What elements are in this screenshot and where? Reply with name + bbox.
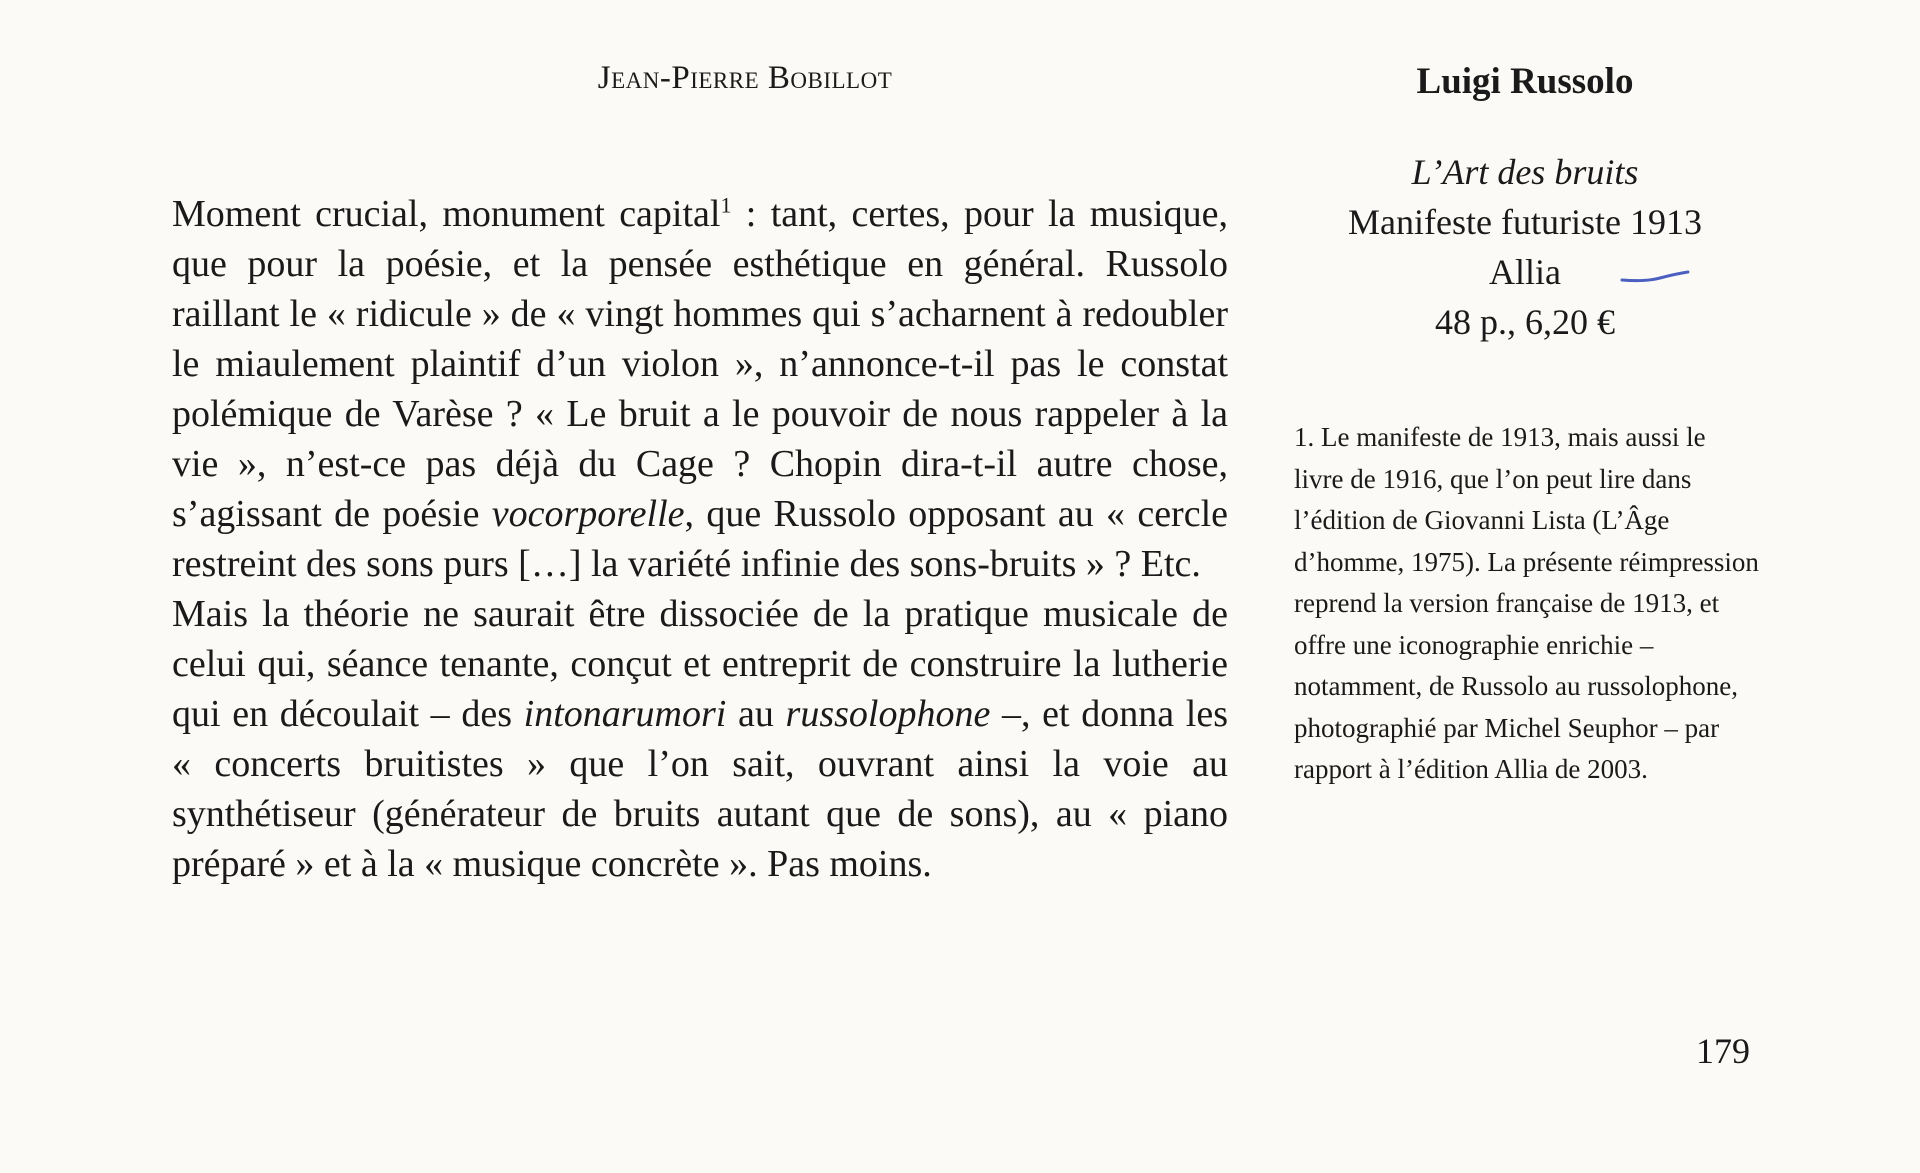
p2-text-a: Mais la théorie ne saurait être dissociée de la pratique musicale de celui qui, séance tenante, conçut et entreprit de construire la lutherie qui en découlait – des: [172, 593, 1228, 735]
p1-text-c: , que Russolo opposant au « cercle restreint des sons purs […] la variété infinie des sons-bruits » ? Etc.: [172, 493, 1229, 585]
book-author: Luigi Russolo: [1416, 61, 1634, 102]
book-pages-price: 48 p., 6,20 €: [1435, 302, 1615, 342]
p2-emphasis-2: russolophone: [785, 693, 991, 735]
book-info: [1290, 147, 1760, 347]
page-number: 179: [1696, 1031, 1750, 1071]
book-publisher: Allia: [1489, 252, 1561, 292]
p1-text-b: : tant, certes, pour la musique, que pour la poésie, et la pensée esthétique en général. Russolo raillant le « ridicule » de « vingt hommes qui s’acharnent à redoubler le miaulement plaintif d’un violon », n’annonce-t-il pas le constat polémique de Varèse ? « Le bruit a le pouvoir de nous rappeler à la vie », n’est-ce pas déjà du Cage ? Chopin dira-t-il autre chose, s’agissant de poésie: [172, 193, 1228, 535]
article-body: [172, 189, 1228, 889]
book-title: L’Art des bruits: [1411, 152, 1639, 192]
footnote-ref: 1: [720, 192, 732, 218]
footnote: 1. Le manifeste de 1913, mais aussi le livre de 1916, que l’on peut lire dans l’édition de Giovanni Lista (L’Âge d’homme, 1975). La présente réimpression reprend la version française de 1913, et offre une iconographie enrichie – notamment, de Russolo au russolophone, photographié par Michel Seuphor – par rapport à l’édition Allia de 2003.: [1294, 422, 1759, 784]
main-column: [172, 60, 1228, 889]
p2-text-c: –, et donna les « concerts bruitistes » que l’on sait, ouvrant ainsi la voie au synthétiseur (générateur de bruits autant que de sons), au « piano préparé » et à la « musique concrète ». Pas moins.: [172, 693, 1228, 885]
p1-emphasis: vocorporelle: [491, 493, 685, 535]
paragraph-1: [172, 189, 1228, 589]
p1-text-a: Moment crucial, monument capital: [172, 193, 721, 235]
pen-mark-icon: [1620, 267, 1690, 287]
p2-emphasis-1: intonarumori: [523, 693, 727, 735]
book-subtitle: Manifeste futuriste 1913: [1348, 202, 1702, 242]
sidebar-column: [1290, 60, 1760, 791]
p2-text-b: au: [726, 693, 786, 735]
running-header-author: Jean-Pierre Bobillot: [597, 60, 893, 96]
paragraph-2: [172, 589, 1228, 889]
